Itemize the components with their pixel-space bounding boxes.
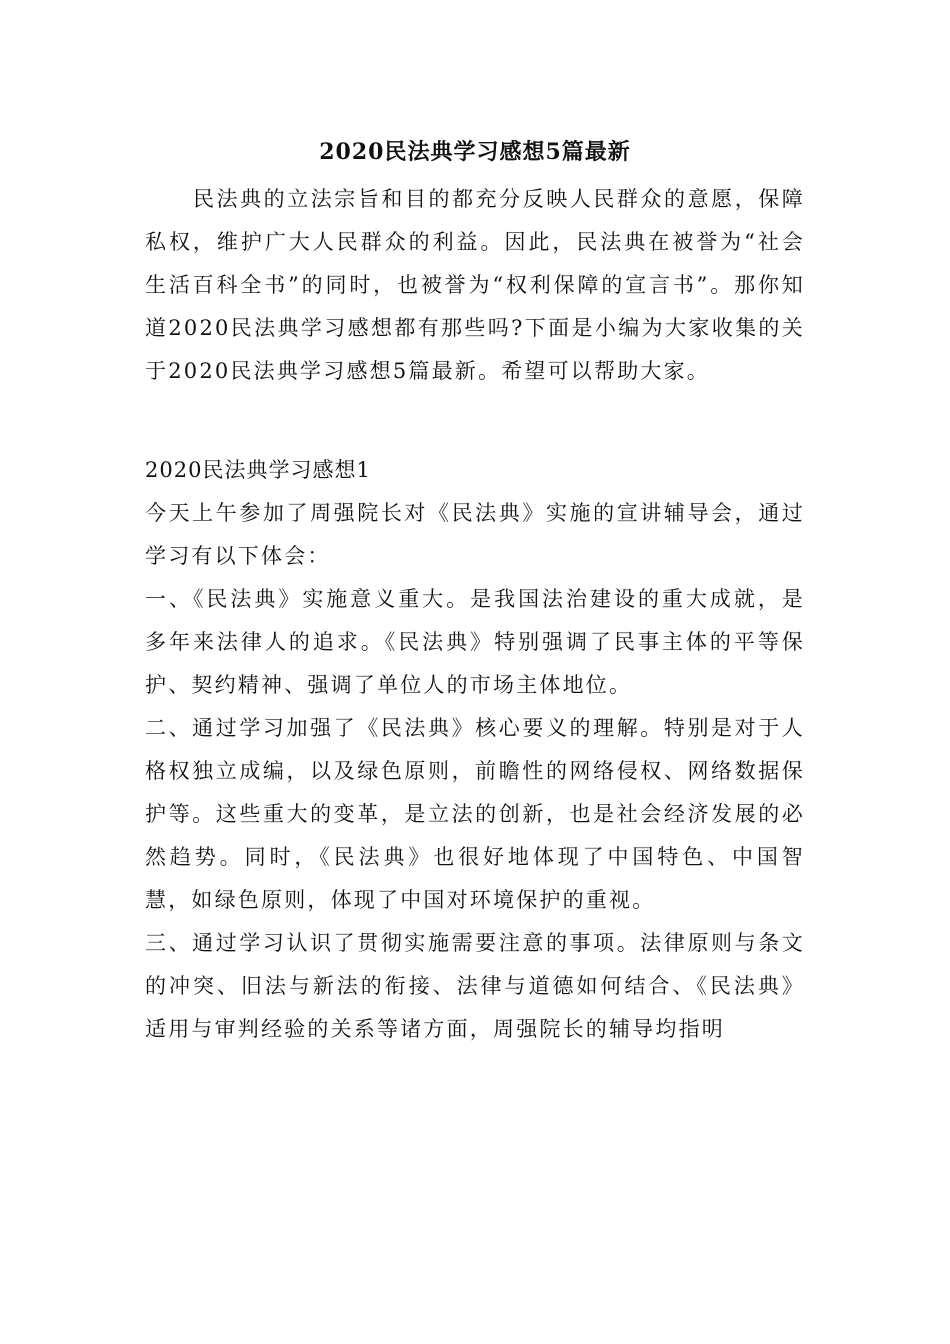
body-paragraph-4: 三、通过学习认识了贯彻实施需要注意的事项。法律原则与条文的冲突、旧法与新法的衔接、法律与道德如何结合、《民法典》适用与审判经验的关系等诸方面，周强院长的辅导均指明 <box>145 931 805 1041</box>
section-heading: 2020民法典学习感想1 <box>145 458 371 482</box>
document-title: 2020民法典学习感想5篇最新 <box>319 139 631 165</box>
body-paragraph-2: 一、《民法典》实施意义重大。是我国法治建设的重大成就，是多年来法律人的追求。《民法典》特别强调了民事主体的平等保护、契约精神、强调了单位人的市场主体地位。 <box>145 587 805 697</box>
document-page <box>145 130 805 1051</box>
body-paragraph-1: 今天上午参加了周强院长对《民法典》实施的宣讲辅导会，通过学习有以下体会： <box>145 501 805 568</box>
section-spacer <box>145 393 805 449</box>
body-paragraph-3: 二、通过学习加强了《民法典》核心要义的理解。特别是对于人格权独立成编，以及绿色原则，前瞻性的网络侵权、网络数据保护等。这些重大的变革，是立法的创新，也是社会经济发展的必然趋势。同时，《民法典》也很好地体现了中国特色、中国智慧，如绿色原则，体现了中国对环境保护的重视。 <box>145 716 805 912</box>
intro-paragraph: 民法典的立法宗旨和目的都充分反映人民群众的意愿，保障私权，维护广大人民群众的利益。因此，民法典在被誉为“社会生活百科全书”的同时，也被誉为“权利保障的宣言书”。那你知道2020民法典学习感想都有那些吗?下面是小编为大家收集的关于2020民法典学习感想5篇最新。希望可以帮助大家。 <box>145 187 805 383</box>
